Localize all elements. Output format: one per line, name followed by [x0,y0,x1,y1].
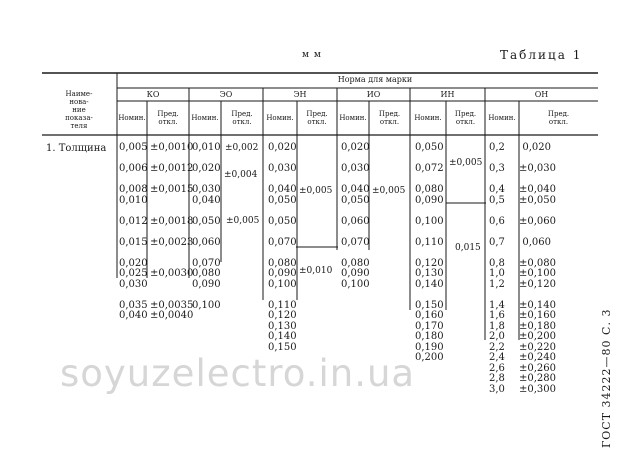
grade-header-eo: ЭО [219,90,233,99]
in-deviation-b: 0,015 [455,243,481,253]
norm-header: Норма для марки [337,75,413,84]
grade-header-in: ИН [440,90,455,99]
column-header-name: Наиме- нова- ние показа- теля [65,90,93,130]
grade-header-io: ИО [366,90,381,99]
ko-deviation-values: ±0,0010 ±0,0012 ±0,0015 ±0,0018 ±0,0023 ±0,0030 ±0,0035 ±0,0040 [150,142,194,321]
subheader-nominal-in: Номин. [414,114,442,122]
on-deviation-values: 0,020 ±0,030 ±0,040 ±0,050 ±0,060 0,060 ±0,080 ±0,100 ±0,120 ±0,140 ±0,160 ±0,180 ±0,200 ±0,220 ±0,240 ±0,260 ±0,280 ±0,300 [519,142,557,395]
eo-nominal-values: 0,010 0,020 0,030 0,040 0,050 0,060 0,070 0,080 0,090 0,100 [192,142,221,311]
row-label-thickness: 1. Толщина [46,143,107,154]
eo-deviation-a: ±0,002 [225,143,259,153]
in-deviation-a: ±0,005 [449,158,483,168]
watermark: soyuzelectro.in.ua [60,352,416,395]
subheader-nominal-io: Номин. [339,114,367,122]
subheader-nominal-ko: Номин. [118,114,146,122]
subheader-deviation-on: Пред. откл. [547,110,570,126]
subheader-nominal-en: Номин. [266,114,294,122]
subheader-deviation-en: Пред. откл. [306,110,328,126]
ko-nominal-values: 0,005 0,006 0,008 0,010 0,012 0,015 0,020 0,025 0,030 0,035 0,040 [119,142,148,321]
gost-side-label: ГОСТ 34222—80 С. 3 [600,308,613,448]
subheader-nominal-eo: Номин. [191,114,219,122]
grade-header-en: ЭН [293,90,307,99]
in-nominal-values: 0,050 0,072 0,080 0,090 0,100 0,110 0,120 0,130 0,140 0,150 0,160 0,170 0,180 0,190 0,200 [415,142,444,363]
eo-deviation-b: ±0,004 [224,170,258,180]
en-nominal-values: 0,020 0,030 0,040 0,050 0,050 0,070 0,080 0,090 0,100 0,110 0,120 0,130 0,140 0,150 [268,142,297,353]
subheader-deviation-eo: Пред. откл. [231,110,253,126]
page-mark: м м [302,50,322,60]
eo-deviation-c: ±0,005 [226,216,260,226]
table-caption: Таблица 1 [500,48,583,62]
en-deviation-a: ±0,005 [299,186,333,196]
subheader-deviation-ko: Пред. откл. [157,110,179,126]
io-deviation: ±0,005 [372,186,406,196]
subheader-nominal-on: Номин. [488,114,516,122]
grade-header-on: ОН [534,90,549,99]
en-deviation-b: ±0,010 [299,266,333,276]
on-nominal-values: 0,2 0,3 0,4 0,5 0,6 0,7 0,8 1,0 1,2 1,4 1,6 1,8 2,0 2,2 2,4 2,6 2,8 3,0 [489,142,505,395]
io-nominal-values: 0,020 0,030 0,040 0,050 0,060 0,070 0,080 0,090 0,100 [341,142,370,290]
subheader-deviation-in: Пред. откл. [454,110,477,126]
subheader-deviation-io: Пред. откл. [378,110,401,126]
grade-header-ko: КО [146,90,160,99]
